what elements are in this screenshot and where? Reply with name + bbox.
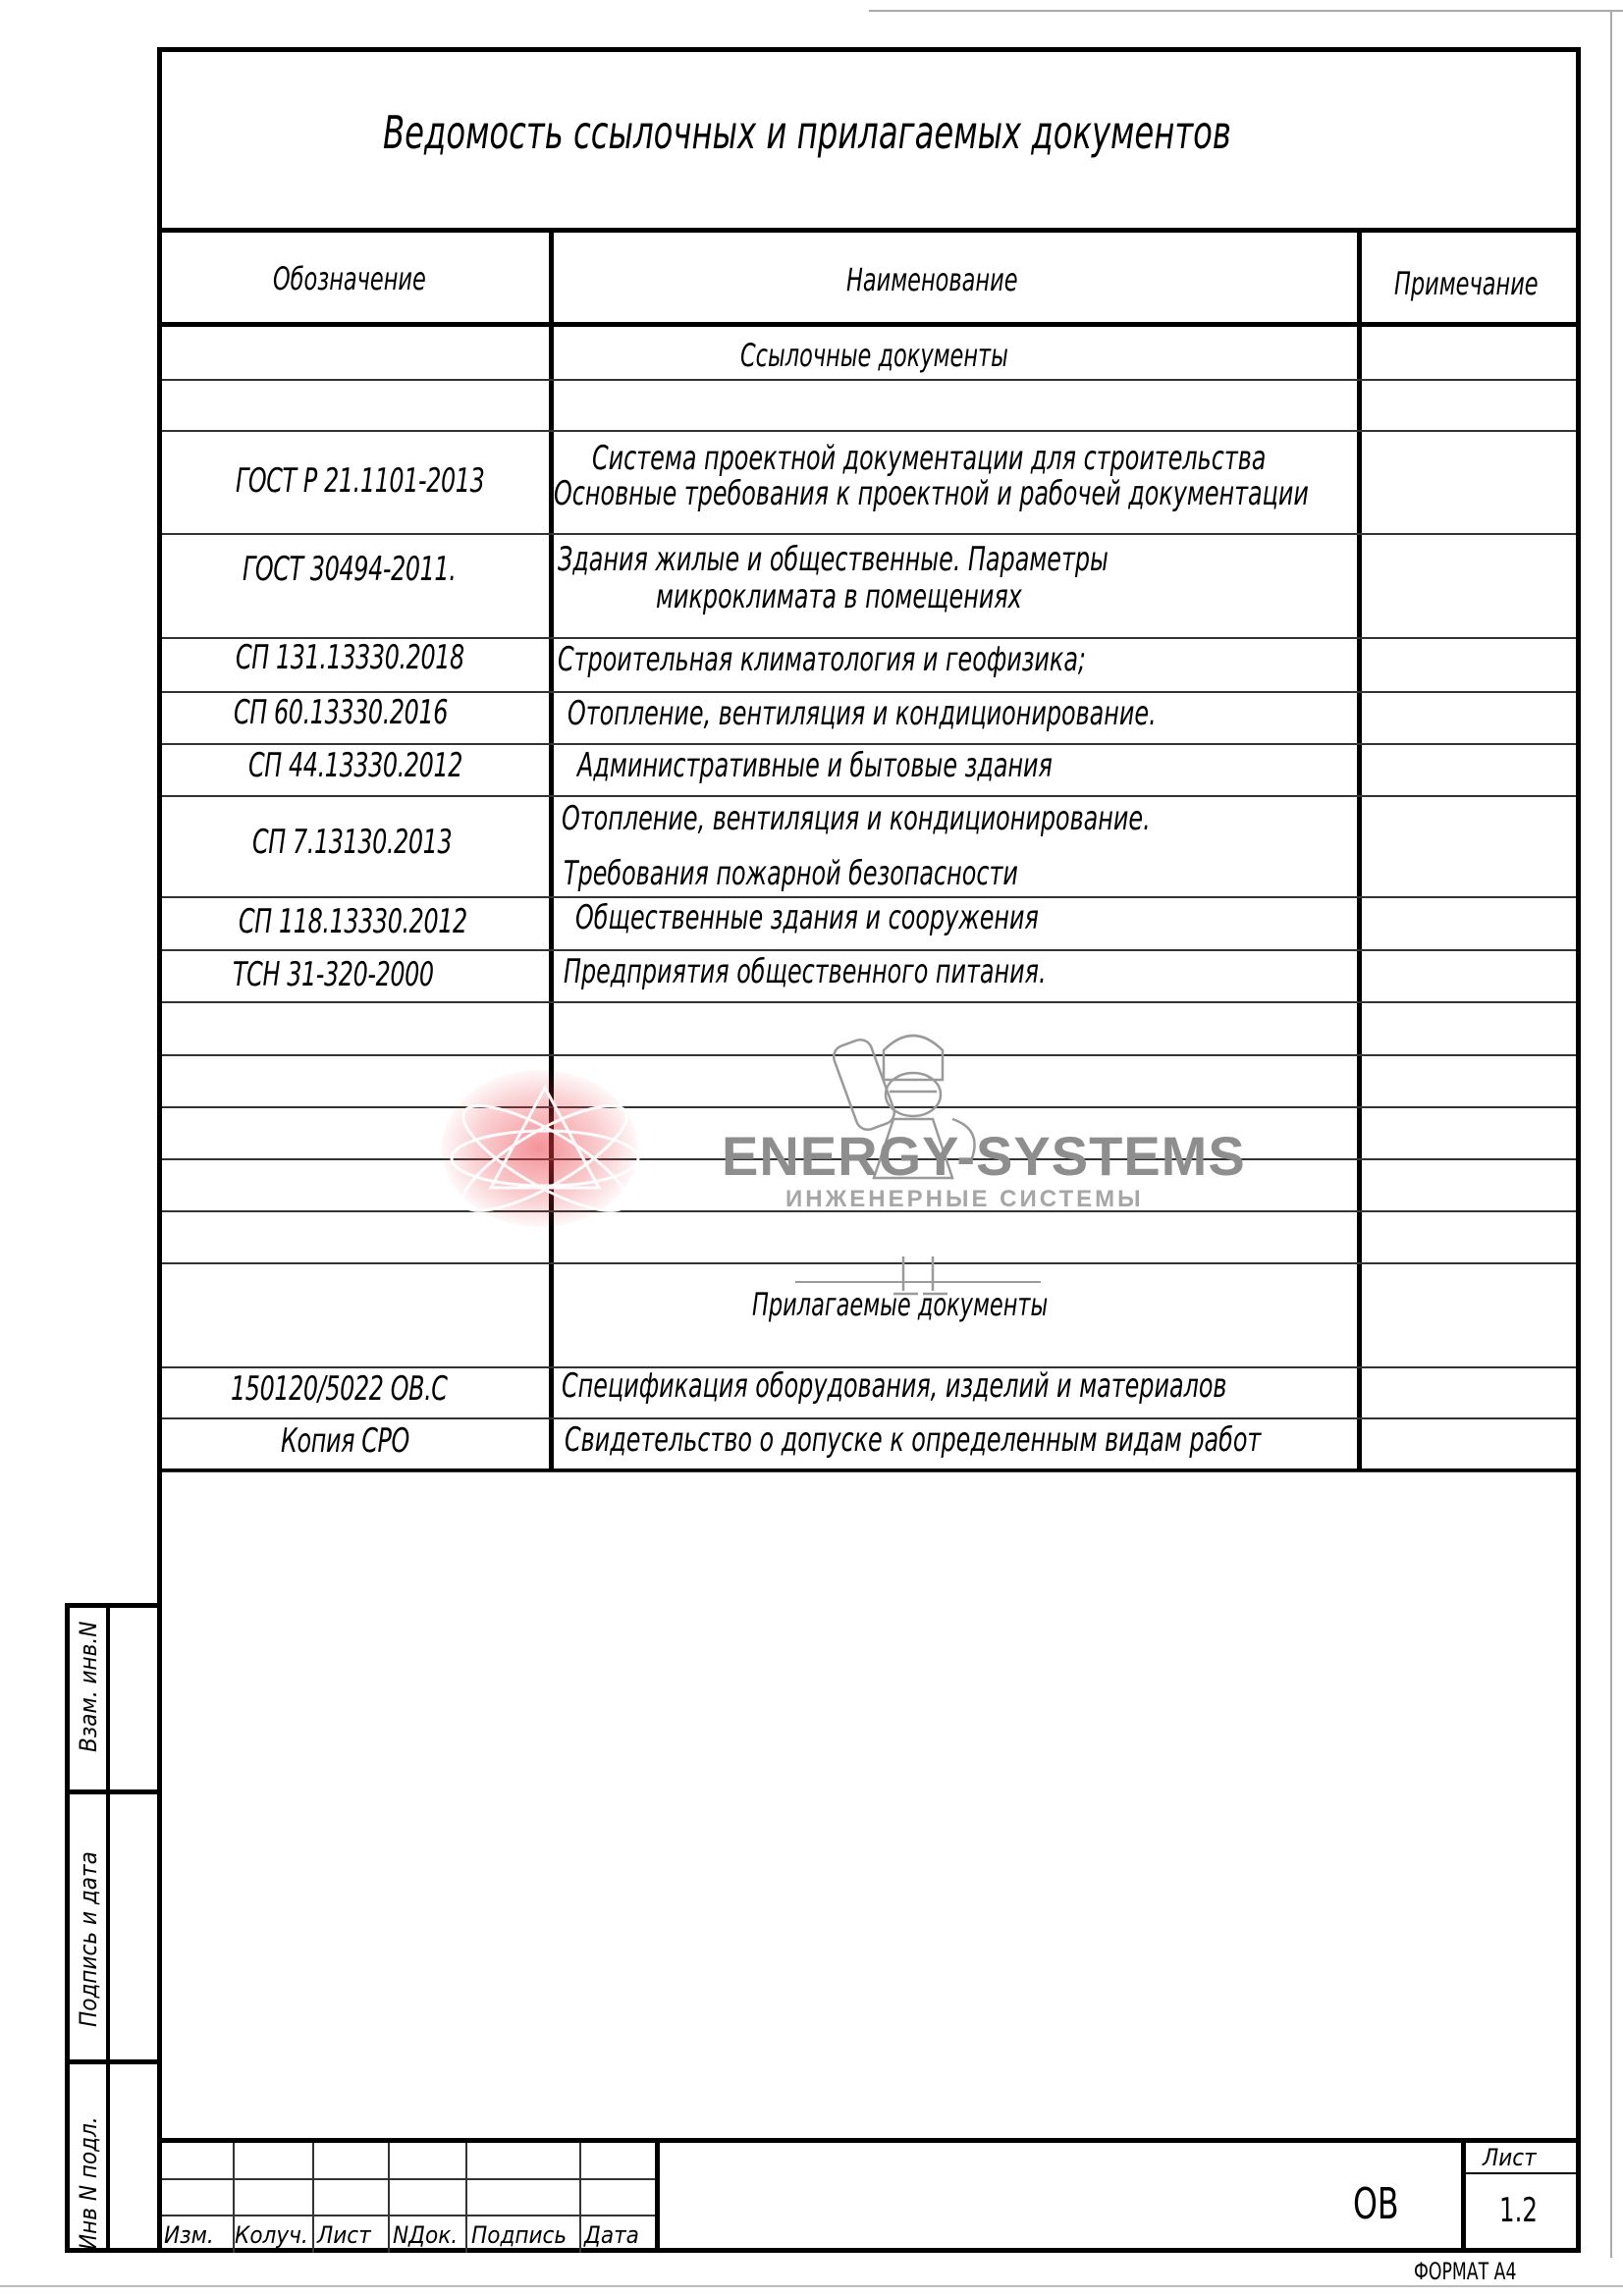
row-name-line1: Общественные здания и сооружения [575,898,1039,937]
title-block-header: Дата [584,2221,639,2249]
title-block-row-rule [162,2215,655,2216]
row-name-line1: Спецификация оборудования, изделий и материалов [562,1366,1227,1406]
side-stamp-divider [106,1603,110,2253]
row-designation: СП 7.13130.2013 [252,823,453,862]
watermark-tagline: ИНЖЕНЕРНЫЕ СИСТЕМЫ [785,1186,1144,1212]
side-stamp-rule [65,2059,162,2064]
section-title-referenced: Ссылочные документы [740,337,1008,374]
title-bottom-rule [157,228,1581,233]
row-designation: ГОСТ 30494-2011. [243,550,457,589]
watermark-brand: ENERGY-SYSTEMS [722,1125,1246,1187]
row-name-line2: Основные требования к проектной и рабочей документации [554,474,1309,513]
title-block-top [157,2138,1581,2143]
header-bottom-rule [157,322,1581,327]
side-label-inv: Инв N подл. [75,2116,102,2250]
row-name-line1: Система проектной документации для строительства [592,439,1267,478]
row-name-line1: Отопление, вентиляция и кондиционирование. [562,799,1151,838]
corner-line [1610,10,1612,2258]
corner-line [869,10,1623,12]
row-name-line2: микроклимата в помещениях [656,577,1022,616]
row-separator [162,949,1576,951]
row-name-line1: Свидетельство о допуске к определенным видам работ [565,1420,1262,1460]
title-block-col-rule [312,2143,314,2253]
row-designation: Копия СРО [281,1421,409,1461]
side-label-vzam: Взам. инв.N [75,1621,102,1752]
title-block-divider [655,2138,660,2253]
title-block-col-rule [388,2143,390,2253]
row-separator [162,1210,1576,1212]
row-separator [162,533,1576,535]
title-block-header: Колуч. [235,2221,308,2249]
sheet-label: Лист [1483,2144,1537,2171]
side-label-podpis: Подпись и дата [75,1851,102,2027]
row-name-line1: Здания жилые и общественные. Параметры [558,540,1109,579]
title-block-header: Подпись [471,2221,568,2249]
row-separator [162,1001,1576,1003]
row-separator [162,743,1576,745]
row-designation: 150120/5022 ОВ.С [231,1369,448,1409]
title-block-divider [1461,2138,1466,2253]
title-block-header: Лист [317,2221,371,2249]
row-designation: ГОСТ Р 21.1101-2013 [236,461,485,501]
bottom-light-line [0,2285,1623,2287]
row-separator [162,430,1576,432]
sheet-label-rule [1461,2172,1581,2174]
column-header-name: Наименование [846,261,1018,298]
row-separator [162,1158,1576,1160]
column-divider-2 [1357,228,1362,1470]
section-title-attached: Прилагаемые документы [752,1286,1049,1323]
page-title: Ведомость ссылочных и прилагаемых документов [383,106,1231,159]
row-name-line1: Административные и бытовые здания [577,746,1053,785]
column-divider-1 [549,228,554,1470]
row-name-line1: Предприятия общественного питания. [564,952,1047,991]
row-name-line1: Строительная климатология и геофизика; [558,640,1086,679]
row-designation: СП 60.13330.2016 [234,693,449,732]
column-header-designation: Обозначение [273,260,426,297]
row-designation: СП 131.13330.2018 [236,638,464,677]
row-separator [162,795,1576,797]
title-block-row-rule [162,2178,655,2180]
row-name-line1: Отопление, вентиляция и кондиционирование. [568,694,1157,733]
row-designation: СП 118.13330.2012 [239,902,467,941]
row-designation: СП 44.13330.2012 [248,746,463,785]
row-separator [162,1106,1576,1108]
table-bottom-rule [162,1468,1576,1471]
document-code: ОВ [1353,2179,1399,2229]
sheet-number: 1.2 [1499,2191,1538,2230]
title-block-col-rule [579,2143,581,2253]
row-separator [162,1054,1576,1056]
title-block-header: NДок. [393,2221,459,2249]
format-label: ФОРМАТ А4 [1414,2258,1517,2285]
row-name-line2: Требования пожарной безопасности [564,854,1018,893]
column-header-note: Примечание [1394,265,1539,302]
row-separator [162,379,1576,381]
row-designation: ТСН 31-320-2000 [233,955,434,994]
title-block-col-rule [465,2143,467,2253]
row-separator [162,1262,1576,1264]
side-stamp-rule [65,1789,162,1794]
title-block-header: Изм. [164,2221,214,2249]
row-separator [162,1417,1576,1419]
